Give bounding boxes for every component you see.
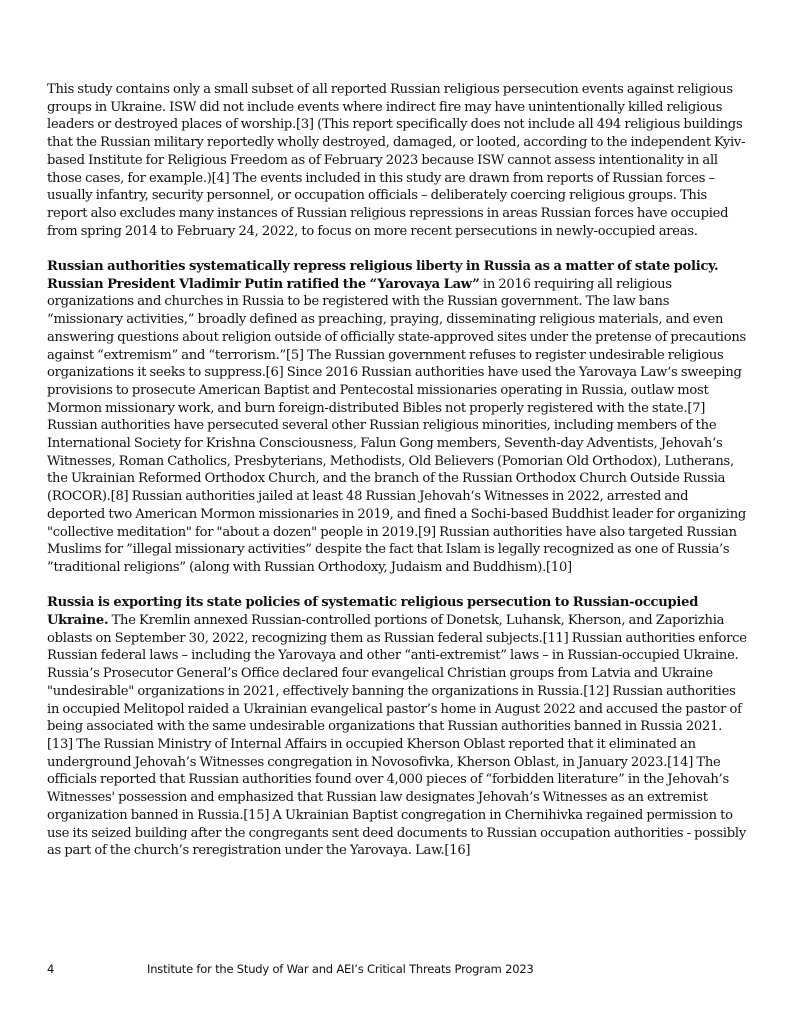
paragraph-russia-policy <box>47 258 747 577</box>
paragraph-occupied-ukraine-lead: Russia is exporting its state policies of systematic religious persecution to Russian-occupied Ukraine. <box>47 595 699 629</box>
body-text <box>47 81 747 878</box>
paragraph-scope <box>47 81 747 240</box>
paragraph-scope-text: This study contains only a small subset of all reported Russian religious persecution events against religious groups in Ukraine. ISW did not include events where indirect fire may have unintentionally killed religious leaders or destroyed places of worship.[3] (This report specifically does not include all 494 religious buildings that the Russian military reportedly wholly destroyed, damaged, or looted, according to the independent Kyiv-based Institute for Religious Freedom as of February 2023 because ISW cannot assess intentionality in all those cases, for example.)[4] The events included in this study are drawn from reports of Russian forces – usually infantry, security personnel, or occupation officials – deliberately coercing religious groups. This report also excludes many instances of Russian religious repressions in areas Russian forces have occupied from spring 2014 to February 24, 2022, to focus on more recent persecutions in newly-occupied areas. <box>47 82 746 239</box>
footer-text: Institute for the Study of War and AEI’s Critical Threats Program 2023 <box>147 962 534 976</box>
paragraph-occupied-ukraine <box>47 594 747 860</box>
page-number: 4 <box>47 962 55 976</box>
paragraph-occupied-ukraine-text: The Kremlin annexed Russian-controlled portions of Donetsk, Luhansk, Kherson, and Zaporizhia oblasts on September 30, 2022, recognizing them as Russian federal subjects.[11] Russian authorities enforce Russian federal laws – including the Yarovaya and other “anti-extremist” laws – in Russian-occupied Ukraine. Russia’s Prosecutor General’s Office declared four evangelical Christian groups from Latvia and Ukraine "undesirable" organizations in 2021, effectively banning the organizations in Russia.[12] Russian authorities in occupied Melitopol raided a Ukrainian evangelical pastor’s home in August 2022 and accused the pastor of being associated with the same undesirable organizations that Russian authorities banned in Russia 2021.[13] The Russian Ministry of Internal Affairs in occupied Kherson Oblast reported that it eliminated an underground Jehovah’s Witnesses congregation in Novosofivka, Kherson Oblast, in January 2023.[14] The officials reported that Russian authorities found over 4,000 pieces of “forbidden literature” in the Jehovah’s Witnesses' possession and emphasized that Russian law designates Jehovah’s Witnesses as an extremist organization banned in Russia.[15] A Ukrainian Baptist congregation in Chernihivka regained permission to use its seized building after the congregants sent deed documents to Russian occupation authorities - possibly as part of the church’s reregistration under the Yarovaya. Law.[16] <box>47 613 747 859</box>
paragraph-russia-policy-text: in 2016 requiring all religious organizations and churches in Russia to be registered with the Russian government. The law bans “missionary activities,” broadly defined as preaching, praying, disseminating religious materials, and even answering questions about religion outside of officially state-approved sites under the pretense of precautions against “extremism” and “terrorism.”[5] The Russian government refuses to register undesirable religious organizations it seeks to suppress.[6] Since 2016 Russian authorities have used the Yarovaya Law‘s sweeping provisions to prosecute American Baptist and Pentecostal missionaries operating in Russia, outlaw most Mormon missionary work, and burn foreign-distributed Bibles not properly registered with the state.[7] Russian authorities have persecuted several other Russian religious minorities, including members of the International Society for Krishna Consciousness, Falun Gong members, Seventh-day Adventists, Jehovah‘s Witnesses, Roman Catholics, Presbyterians, Methodists, Old Believers (Pomorian Old Orthodox), Lutherans, the Ukrainian Reformed Orthodox Church, and the branch of the Russian Orthodox Church Outside Russia (ROCOR).[8] Russian authorities jailed at least 48 Russian Jehovah‘s Witnesses in 2022, arrested and deported two American Mormon missionaries in 2019, and fined a Sochi-based Buddhist leader for organizing "collective meditation" for "about a dozen" people in 2019.[9] Russian authorities have also targeted Russian Muslims for ”illegal missionary activities” despite the fact that Islam is legally recognized as one of Russia’s ”traditional religions” (along with Russian Orthodoxy, Judaism and Buddhism).[10] <box>47 276 747 575</box>
paragraph-russia-policy-lead: Russian authorities systematically repress religious liberty in Russia as a matter of state policy. Russian President Vladimir Putin ratified the “Yarovaya Law” <box>47 259 719 292</box>
page-footer <box>47 962 534 976</box>
